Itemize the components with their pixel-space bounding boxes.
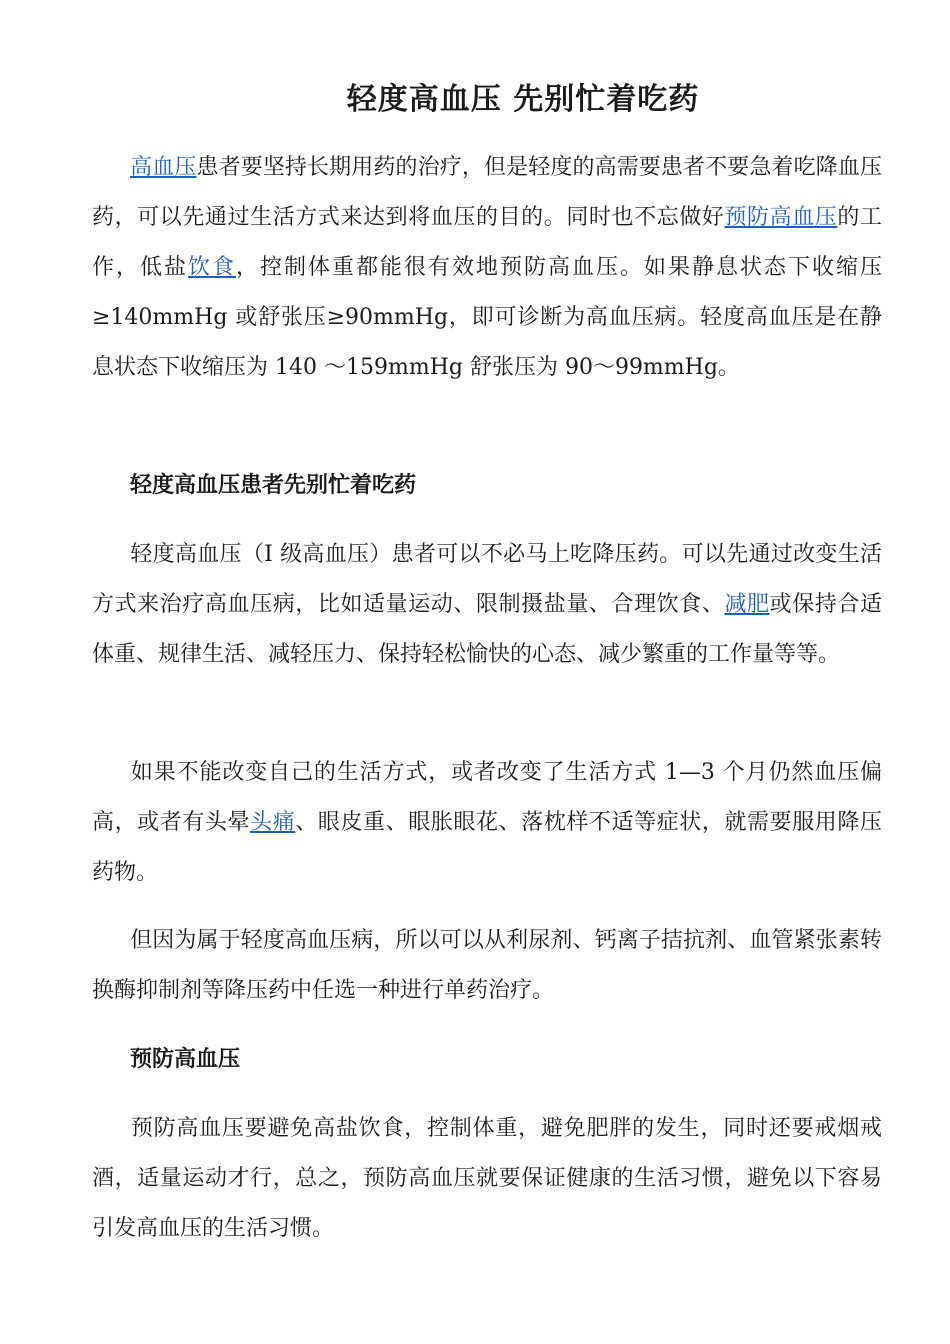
intro-paragraph (92, 143, 882, 393)
intro-text-3: ，控制体重都能很有效地预防高血压。如果静息状态下收缩压≥140mmHg 或舒张压≥90mmHg，即可诊断为高血压病。轻度高血压是在静息状态下收缩压为 140 ～159mmHg 舒张压为 90～99mmHg。 (92, 255, 882, 380)
intro-text-1: 患者要坚持长期用药的治疗，但是轻度的高需要患者不要急着吃降血压药，可以先通过生活方式来达到将血压的目的。同时也不忘做好 (92, 155, 882, 230)
single-drug-text: 但因为属于轻度高血压病，所以可以从利尿剂、钙离子拮抗剂、血管紧张素转换酶抑制剂等降压药中任选一种进行单药治疗。 (92, 928, 882, 1003)
section-heading-prevention: 预防高血压 (130, 1047, 241, 1072)
mild-hypertension-paragraph (92, 530, 882, 680)
article-title: 轻度高血压 先别忙着吃药 (346, 82, 700, 117)
prevention-paragraph (92, 1104, 882, 1254)
link-headache[interactable]: 头痛 (250, 810, 296, 835)
link-diet[interactable]: 饮食 (188, 255, 236, 280)
mild-text-2: 或保持合适体重、规律生活、减轻压力、保持轻松愉快的心态、减少繁重的工作量等等。 (92, 592, 882, 667)
medication-paragraph (92, 748, 882, 898)
medication-text-1: 如果不能改变自己的生活方式，或者改变了生活方式 1—3 个月仍然血压偏高，或者有头晕 (92, 760, 882, 835)
intro-text-2: 的工作，低盐 (92, 205, 882, 280)
mild-text-1: 轻度高血压（I 级高血压）患者可以不必马上吃降压药。可以先通过改变生活方式来治疗高血压病，比如适量运动、限制摄盐量、合理饮食、 (92, 542, 882, 617)
single-drug-paragraph (92, 916, 882, 1016)
medication-text-2: 、眼皮重、眼胀眼花、落枕样不适等症状，就需要服用降压药物。 (92, 810, 882, 885)
prevention-text: 预防高血压要避免高盐饮食，控制体重，避免肥胖的发生，同时还要戒烟戒酒，适量运动才行，总之，预防高血压就要保证健康的生活习惯，避免以下容易引发高血压的生活习惯。 (92, 1116, 882, 1241)
link-weight-loss[interactable]: 减肥 (724, 592, 770, 617)
section-heading-no-medicine: 轻度高血压患者先别忙着吃药 (130, 473, 417, 498)
link-hypertension[interactable]: 高血压 (130, 155, 197, 180)
link-prevent-hypertension[interactable]: 预防高血压 (724, 205, 838, 230)
